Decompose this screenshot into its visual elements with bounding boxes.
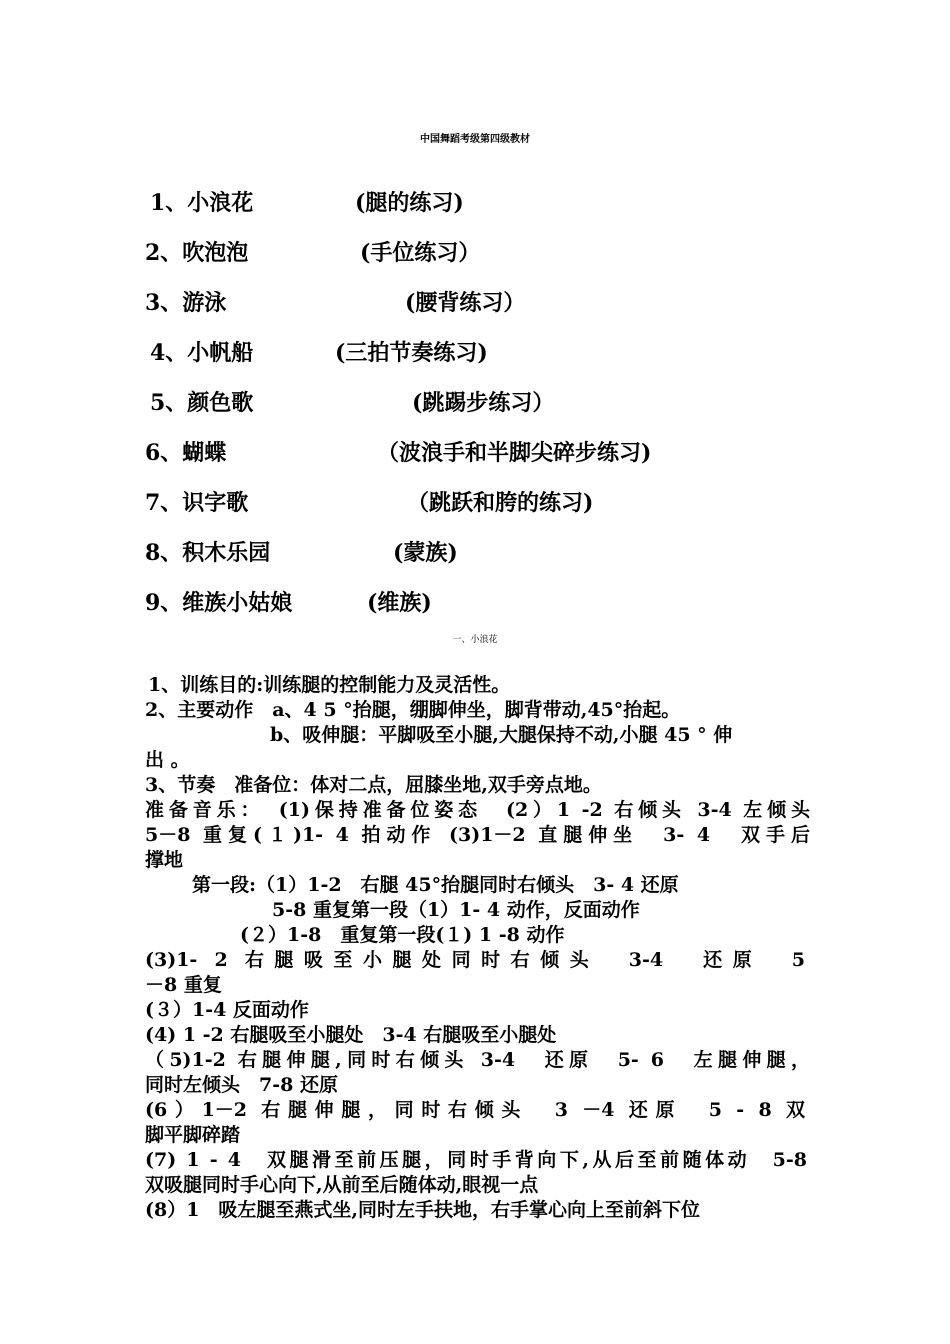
body-line: 同时左倾头 7-8 还原 [145,1074,338,1096]
body-line: 1、训练目的:训练腿的控制能力及灵活性。 [148,674,511,696]
body-line: (6）1－2 右腿伸腿，同时右倾头 3 －4 还原 5 - 8 双 [145,1099,805,1121]
body-line: (３）1-4 反面动作 [145,999,309,1021]
body-line: (7) 1 - 4 双腿滑至前压腿，同时手背向下,从后至前随体动 5-8 [145,1149,807,1171]
toc-item-label: 5、颜色歌 [150,390,254,416]
body-line: (3)1- 2 右腿吸至小腿处同时右倾头 3-4 还原 5 [145,949,805,971]
body-line: 3、节奏 准备位：体对二点，屈膝坐地,双手旁点地。 [145,774,602,796]
section-title: 一、小浪花 [452,635,498,645]
toc-item-label: 6、蝴蝶 [145,440,227,466]
body-line: 2、主要动作 a、4 5 °抬腿，绷脚伸坐，脚背带动,45°抬起。 [145,699,681,721]
toc-item-label: 4、小帆船 [150,340,254,366]
body-line: （5)1-2 右腿伸腿,同时右倾头 3-4 还原 5- 6 左腿伸腿， [145,1049,810,1071]
toc-item-note: (跳踢步练习） [412,390,555,416]
body-line: 第一段:（1）1-2 右腿 45°抬腿同时右倾头 3- 4 还原 [192,874,679,896]
body-line: 准备音乐： (1)保持准备位姿态 (2）1 -2 右倾头 3-4 左倾头 [145,799,810,821]
toc-item-note: (蒙族) [393,540,458,566]
toc-item-note: (三拍节奏练习) [335,340,488,366]
toc-item-note: (手位练习） [360,240,481,266]
body-line: (8）1 吸左腿至燕式坐,同时左手扶地，右手掌心向上至前斜下位 [145,1199,701,1221]
body-line: 双吸腿同时手心向下,从前至后随体动,眼视一点 [145,1174,539,1196]
toc-item-note: （波浪手和半脚尖碎步练习) [377,440,652,466]
body-line: 5-8 重复第一段（1）1- 4 动作，反面动作 [272,899,640,921]
toc-item-note: (维族) [367,590,432,616]
toc-item-note: (腿的练习) [355,190,464,216]
body-line: 5－8 重复(１)1- 4 拍动作 (3)1－2 直腿伸坐 3- 4 双手后 [145,824,810,846]
body-line: (２）1-8 重复第一段(１) 1 -8 动作 [240,924,565,946]
toc-item-note: （跳跃和胯的练习) [407,490,594,516]
toc-item-label: 3、游泳 [145,290,227,316]
body-line: 出 。 [145,749,190,771]
toc-item-label: 9、维族小姑娘 [145,590,293,616]
toc-item-note: (腰背练习） [405,290,526,316]
toc-item-label: 7、识字歌 [145,490,249,516]
toc-item-label: 1、小浪花 [150,190,254,216]
body-line: b、吸伸腿：平脚吸至小腿,大腿保持不动,小腿 45 ° 伸 [270,724,733,746]
document-title: 中国舞蹈考级第四级教材 [420,134,530,145]
body-line: (4) 1 -2 右腿吸至小腿处 3-4 右腿吸至小腿处 [145,1024,557,1046]
toc-item-label: 8、积木乐园 [145,540,271,566]
body-line: 撑地 [145,849,184,871]
toc-item-label: 2、吹泡泡 [145,240,249,266]
body-line: －8 重复 [145,974,222,996]
body-line: 脚平脚碎踏 [145,1124,241,1146]
